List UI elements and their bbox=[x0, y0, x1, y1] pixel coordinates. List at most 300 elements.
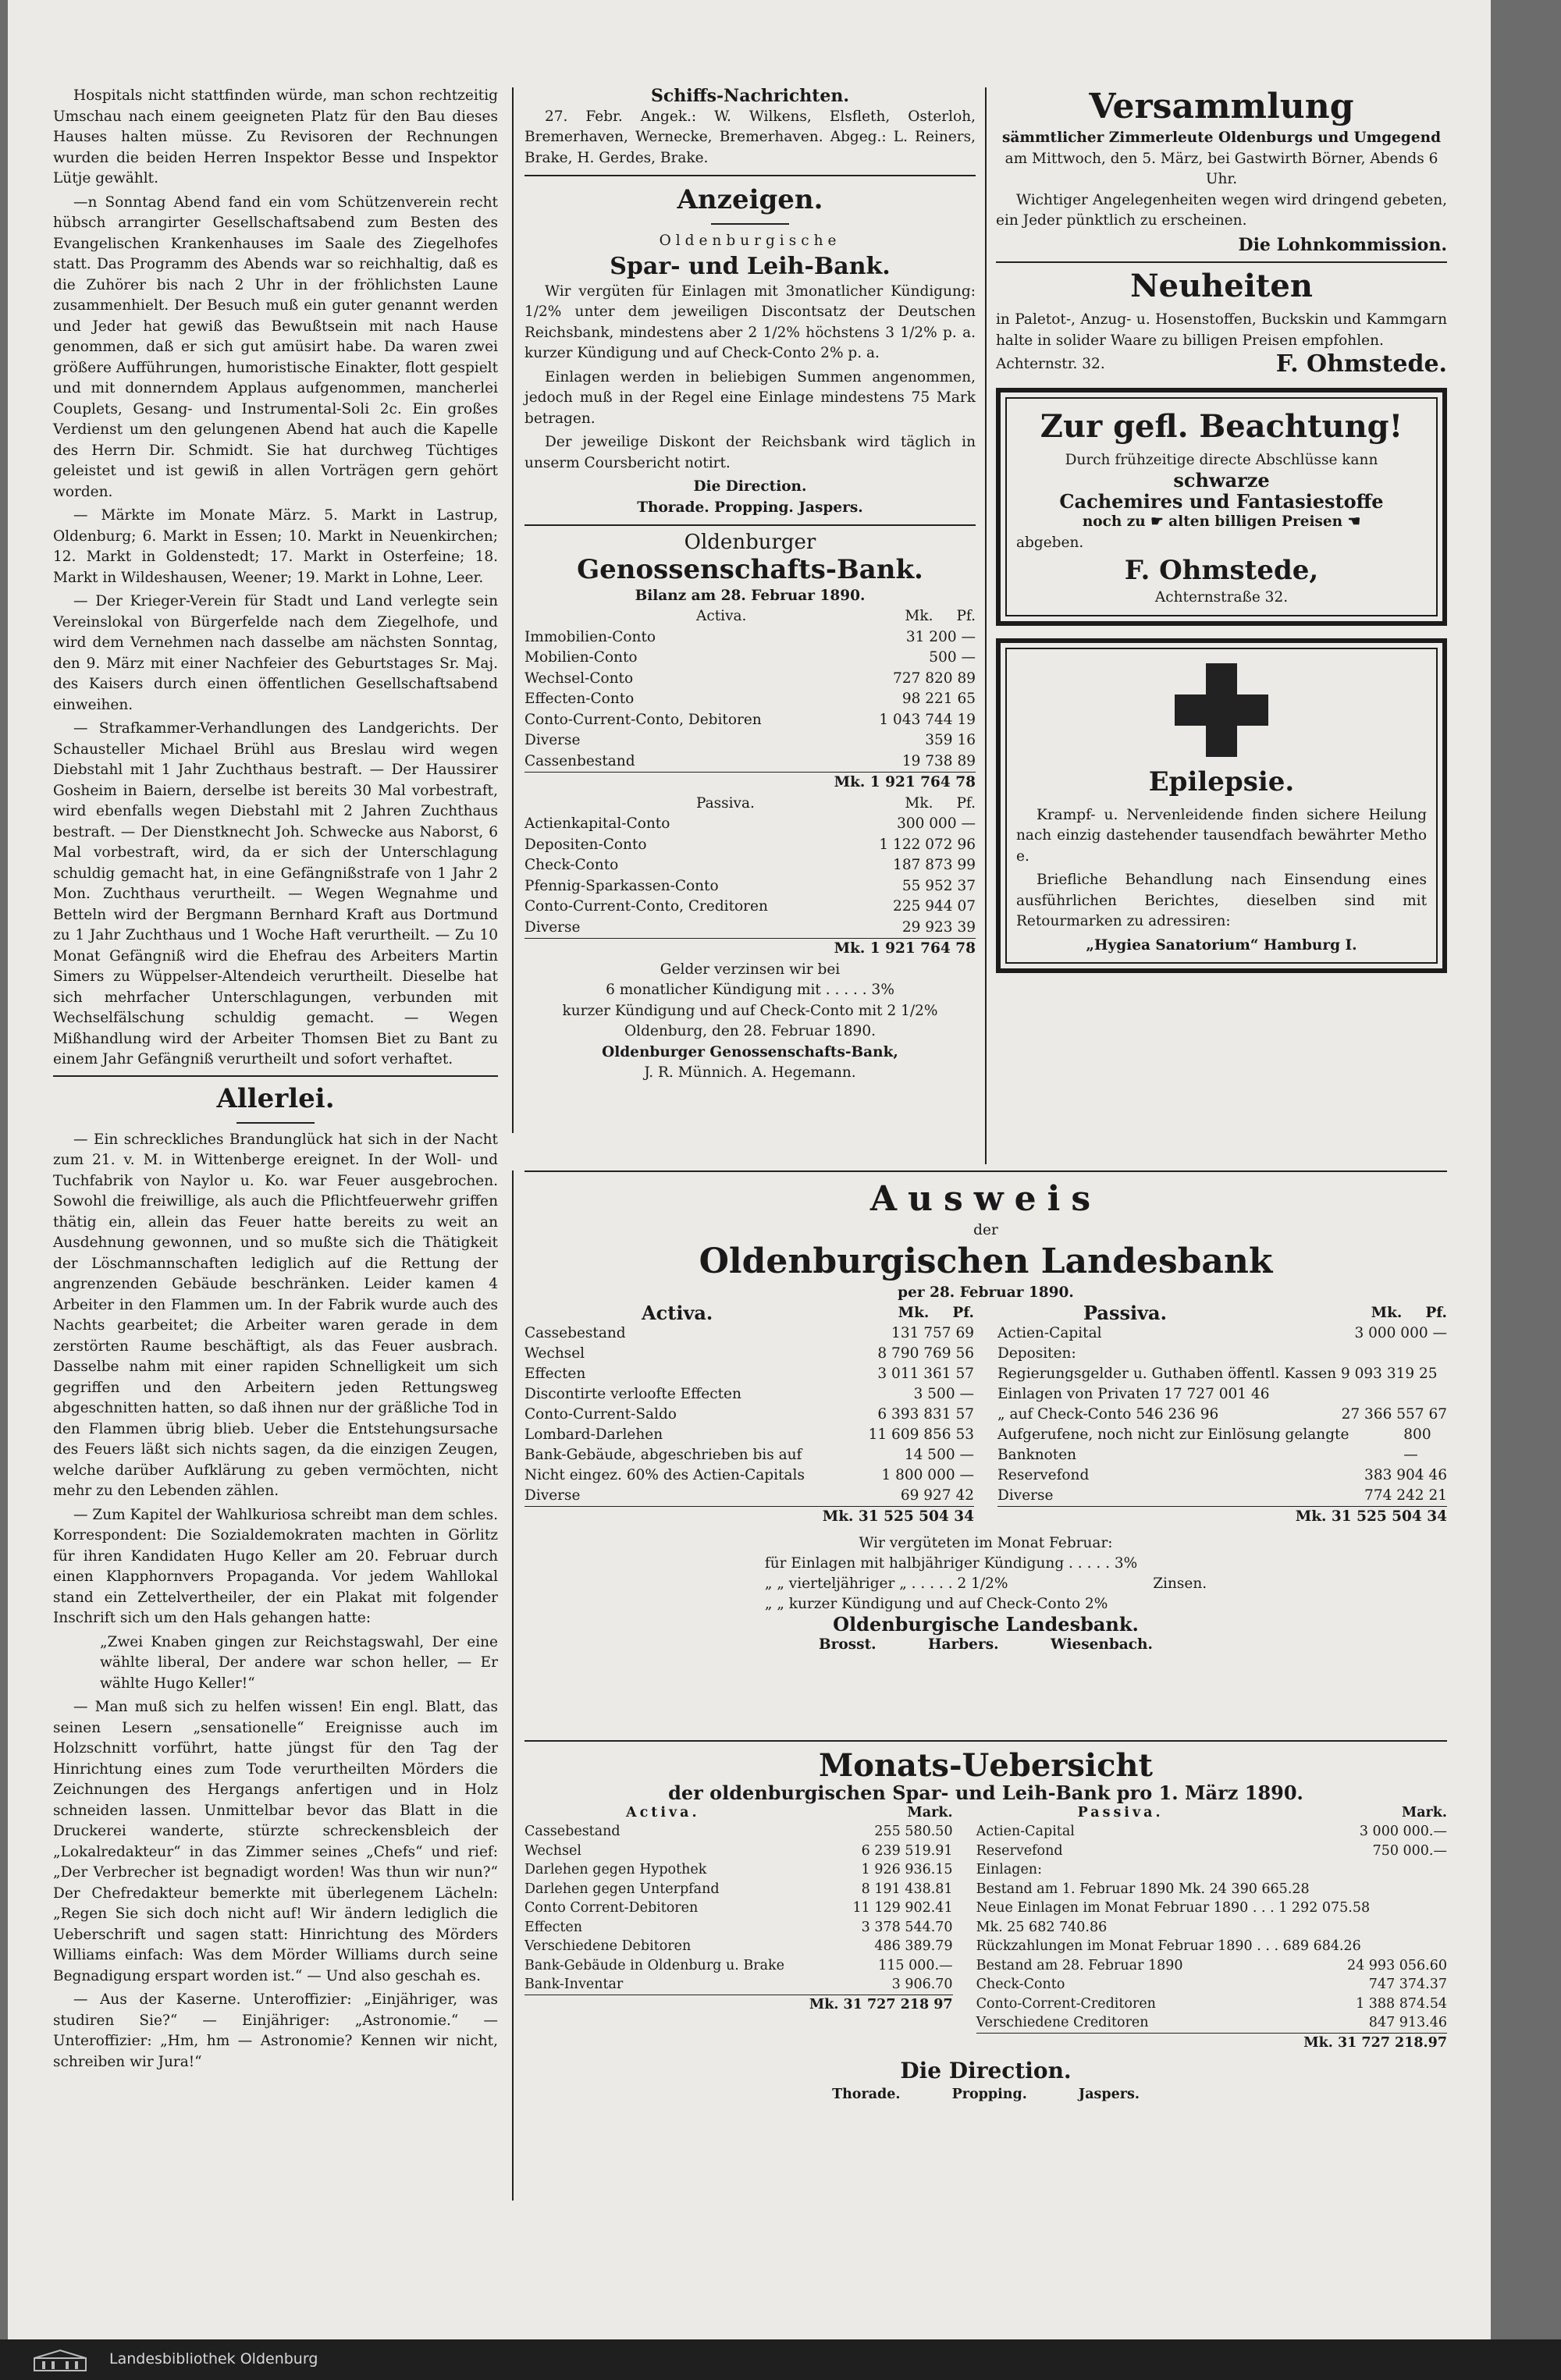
row-pf: 57 bbox=[955, 1406, 974, 1423]
table-row bbox=[976, 1842, 1447, 1861]
versammlung-sign: Die Lohnkommission. bbox=[1238, 234, 1447, 255]
row-value: 3 011 361 bbox=[877, 1366, 951, 1382]
row-value: 255 580.50 bbox=[874, 1824, 953, 1839]
epilepsie-text: Briefliche Behandlung nach Einsendung eines ausführlichen Berichtes, dieselben sind mit Retourmarken zu adressiren: bbox=[1016, 872, 1427, 929]
table-row bbox=[997, 1384, 1447, 1405]
activa-label: Activa. bbox=[642, 1302, 713, 1324]
table-row bbox=[524, 1899, 953, 1918]
row-value: 1 926 936.15 bbox=[861, 1862, 953, 1877]
allerlei-heading: Allerlei. bbox=[216, 1082, 335, 1114]
row-label: Verschiedene Creditoren bbox=[976, 2015, 1149, 2030]
row-value: 300 000 bbox=[897, 815, 957, 832]
column-2 bbox=[524, 86, 976, 1084]
row-value: 8 191 438.81 bbox=[861, 1881, 953, 1897]
row-value: 98 221 bbox=[901, 691, 953, 707]
ausweis-activa-table bbox=[524, 1323, 974, 1506]
row-pf: — bbox=[961, 628, 976, 645]
row-pf: 89 bbox=[957, 670, 976, 687]
row-label: Cassebestand bbox=[524, 1325, 626, 1341]
ausweis-passiva-table bbox=[997, 1323, 1447, 1506]
monats-activa-table bbox=[524, 1822, 953, 1995]
row-value: 3 906.70 bbox=[891, 1977, 953, 1992]
row-pf: — bbox=[961, 815, 976, 832]
row-label: Diverse bbox=[997, 1487, 1054, 1504]
monats-activa bbox=[524, 1803, 953, 2053]
article-paragraph: — Man muß sich zu helfen wissen! Ein engl. Blatt, das seinen Lesern „sensationelle“ Ereignisse auch im Holzschnitt vorführt, hatte jüngst für den Tag der Hinrichtung eines zum Tode verurtheilten Mörders die Zeichnungen des Hergangs anfertigen und in Holz schneiden lassen. Unmittelbar bevor das Blatt in die Druckerei wanderte, stürzte schreckensbleich der „Lokalredakteur“ in das Zimmer seines „Chefs“ und rief: „Der Verbrecher ist begnadigt worden! Was thun wir nun?“ Der Chefredakteur bemerkte mit überlegenem Lächeln: „Regen Sie sich doch nicht auf! Wir ändern lediglich die Ueberschrift und sagen statt: Hinrichtung des Mörders Williams einfach: Was dem Mörder Williams durch seine Begnadigung erspart worden ist.“ — Und also geschah es. bbox=[53, 1699, 498, 1984]
table-row bbox=[524, 1465, 974, 1486]
mk-unit: Mk. bbox=[905, 794, 933, 812]
row-pf: 39 bbox=[957, 918, 976, 936]
row-value: 69 927 bbox=[900, 1487, 951, 1504]
row-value: 1 043 744 bbox=[879, 711, 953, 728]
table-row bbox=[997, 1344, 1447, 1364]
row-label: Bank-Inventar bbox=[524, 1977, 624, 1992]
row-label: Mobilien-Conto bbox=[524, 649, 638, 666]
ausweis-zinsen-label: Zinsen. bbox=[1153, 1575, 1207, 1592]
row-pf: 57 bbox=[955, 1366, 974, 1382]
geno-activa-table bbox=[524, 627, 976, 773]
table-row bbox=[524, 627, 976, 648]
geno-passiva-header bbox=[524, 794, 976, 815]
row-label: Reservefond bbox=[976, 1842, 1063, 1859]
article-paragraph: — Zum Kapitel der Wahlkuriosa schreibt man dem schles. Korrespondent: Die Sozialdemokraten machten in Görlitz für ihren Kandidaten Hugo Keller am 20. Februar durch einen Klapphornvers Propaganda. Vor jedem Wahllokal stand ein Zettelvertheiler, der ein Plakat mit folgender Inschrift sich um den Hals gehangen hatte: bbox=[53, 1506, 498, 1626]
article-paragraph: — Der Krieger-Verein für Stadt und Land verlegte sein Vereinslokal von Bürgerfelde nach dem Ziegelhofe, und wird dem Vernehmen nach dasselbe am nächsten Sonntag, den 9. März mit einer Nachfeier des Geburtstages Sr. Maj. des Kaisers durch einen öffentlichen Gesellschaftsabend einweihen. bbox=[53, 593, 498, 713]
geno-bank-pre: Oldenburger bbox=[684, 531, 816, 554]
row-pf: 07 bbox=[957, 898, 976, 915]
schiffs-text: 27. Febr. Angek.: W. Wilkens, Elsfleth, Osterloh, Bremerhaven, Wernecke, Bremerhaven. Abgeg.: L. Reiners, Brake, H. Gerdes, Brake. bbox=[524, 108, 976, 166]
article-paragraph: — Aus der Kaserne. Unteroffizier: „Einjähriger, was studiren Sie?“ — Einjähriger: „Astronomie.“ — Unteroffizier: „Hm, hm — Astronomie? Kennen wir nicht, schreiben wir Jura!“ bbox=[53, 1991, 498, 2070]
column-rule-lower bbox=[512, 1170, 514, 2201]
row-value: 774 242 bbox=[1364, 1487, 1424, 1504]
row-value: 383 904 bbox=[1364, 1467, 1424, 1483]
beachtung-addr: Achternstraße 32. bbox=[1154, 589, 1289, 606]
row-label: Pfennig-Sparkassen-Conto bbox=[524, 877, 719, 894]
row-label: Conto-Current-Saldo bbox=[524, 1406, 677, 1423]
table-row bbox=[524, 1364, 974, 1384]
table-row bbox=[997, 1425, 1447, 1465]
sum-pf: 34 bbox=[1427, 1508, 1447, 1525]
row-pf: 16 bbox=[957, 732, 976, 748]
table-row bbox=[976, 1822, 1447, 1842]
table-row bbox=[524, 669, 976, 690]
row-label: Conto-Corrent-Creditoren bbox=[976, 1995, 1156, 2012]
spar-bank-paragraph: Der jeweilige Diskont der Reichsbank wird täglich in unserm Coursbericht notirt. bbox=[524, 434, 976, 471]
geno-activa-header bbox=[524, 606, 976, 627]
beachtung-line: noch zu ☛ alten billigen Preisen ☚ bbox=[1082, 513, 1361, 530]
row-value: 800 bbox=[1403, 1426, 1431, 1443]
sum-value: 31 525 504 bbox=[1331, 1508, 1422, 1525]
table-row bbox=[524, 648, 976, 669]
ausweis-activa bbox=[524, 1303, 974, 1527]
row-value: 27 366 557 bbox=[1341, 1406, 1424, 1423]
monats-activa-header bbox=[524, 1803, 953, 1823]
row-value: 3 000 000 bbox=[1354, 1325, 1428, 1341]
row-value: 19 738 bbox=[901, 752, 953, 769]
heading-rule bbox=[236, 1122, 315, 1124]
table-row bbox=[976, 1995, 1447, 2014]
table-row bbox=[997, 1486, 1447, 1506]
row-value: 11 609 856 bbox=[868, 1426, 951, 1443]
table-row bbox=[524, 1405, 974, 1425]
beachtung-name: F. Ohmstede, bbox=[1124, 555, 1319, 586]
row-label: Effecten bbox=[524, 1366, 586, 1382]
row-pf: — bbox=[1403, 1447, 1418, 1463]
geno-signers: J. R. Münnich. A. Hegemann. bbox=[644, 1064, 856, 1081]
mk-unit: Mk. bbox=[1371, 1305, 1403, 1321]
neuheiten-name: F. Ohmstede. bbox=[1275, 350, 1447, 378]
article-paragraph: —n Sonntag Abend fand ein vom Schützenverein recht hübsch arrangirter Gesellschaftsabend zum Besten des Evangelischen Krankenhauses im Saale des Ziegelhofes statt. Das Programm des Abends war so reichhaltig, daß es die Zuhörer bis nach 2 Uhr in der fröhlichsten Laune zusammenhielt. Der Besuch muß ein guter genannt werden und Jeder hat gewiß das Bewußtsein mit nach Hause genommen, daß er sich gut amüsirt habe. Da waren zwei größere Aufführungen, humoristische Einakter, flott gespielt und mit donnerndem Applaus aufgenommen, mancherlei Couplets, Gesang- und Instrumental-Soli 2c. Ein großes Verdienst um den gelungenen Abend hat auch die Kapelle des Herrn Dir. Schmidt. Sie hat durchweg Tüchtiges geleistet und ist gewiß in allen Vorträgen gern gehört worden. bbox=[53, 194, 499, 500]
row-label: Einlagen: bbox=[976, 1862, 1042, 1877]
geno-passiva-table bbox=[524, 814, 976, 938]
table-row bbox=[524, 1956, 953, 1976]
table-row bbox=[524, 1323, 974, 1344]
versammlung-title: Versammlung bbox=[1089, 87, 1354, 126]
sum-pf: 78 bbox=[955, 774, 976, 790]
row-label: Actienkapital-Conto bbox=[524, 815, 670, 832]
table-row bbox=[524, 1918, 953, 1938]
sum-label: Mk. bbox=[1295, 1508, 1327, 1525]
row-pf: 89 bbox=[957, 752, 976, 769]
row-label: Bestand am 28. Februar 1890 bbox=[976, 1957, 1183, 1973]
column-rule-right bbox=[985, 87, 987, 1164]
sum-value: 1 921 764 bbox=[869, 774, 951, 790]
section-rule bbox=[524, 1740, 1447, 1742]
table-row bbox=[524, 1344, 974, 1364]
versammlung-text: Wichtiger Angelegenheiten wegen wird dringend gebeten, ein Jeder pünktlich zu erscheinen. bbox=[996, 191, 1447, 229]
beachtung-line: abgeben. bbox=[1016, 534, 1084, 551]
monats-passiva-header bbox=[976, 1803, 1447, 1823]
table-row bbox=[976, 1899, 1447, 1918]
ausweis-signers: Brosst. Harbers. Wiesenbach. bbox=[819, 1636, 1153, 1653]
mk-unit: Mk. bbox=[905, 608, 933, 624]
table-row bbox=[524, 1880, 953, 1899]
row-label: Actien-Capital bbox=[976, 1824, 1075, 1839]
table-row bbox=[524, 1842, 953, 1861]
epilepsie-text: Krampf- u. Nervenleidende finden sichere Heilung nach einzig dastehender tausendfach bewährter Metho e. bbox=[1016, 806, 1427, 865]
row-label: Verschiedene Debitoren bbox=[524, 1938, 692, 1954]
spar-bank-paragraph: Einlagen werden in beliebigen Summen angenommen, jedoch muß in der Regel eine Einlage mindestens 75 Mark betragen. bbox=[524, 368, 976, 427]
row-label: Discontirte verloofte Effecten bbox=[524, 1386, 741, 1402]
activa-label: Activa. bbox=[626, 1804, 700, 1821]
library-credit: Landesbibliothek Oldenburg bbox=[109, 2350, 318, 2368]
spar-bank-title: Spar- und Leih-Bank. bbox=[610, 252, 891, 280]
row-label: Mk. 25 682 740.86 bbox=[976, 1919, 1108, 1935]
row-pf: 46 bbox=[1428, 1467, 1447, 1483]
ausweis-sign: Oldenburgische Landesbank. bbox=[833, 1613, 1139, 1636]
geno-zins: 6 monatlicher Kündigung mit . . . . . 3% bbox=[606, 982, 894, 998]
row-value: 3 000 000.— bbox=[1359, 1824, 1447, 1839]
monats-signers: Thorade. Propping. Jaspers. bbox=[832, 2087, 1140, 2102]
row-pf: 56 bbox=[955, 1345, 974, 1362]
ausweis-passiva-header bbox=[997, 1303, 1447, 1323]
row-label: Diverse bbox=[524, 918, 581, 936]
neuheiten-text: in Paletot-, Anzug- u. Hosenstoffen, Buckskin und Kammgarn halte in solider Waare zu billigen Preisen empfohlen. bbox=[996, 311, 1447, 349]
ausweis-zins-line: für Einlagen mit halbjähriger Kündigung . . . . . 3% bbox=[764, 1555, 1138, 1572]
section-rule bbox=[524, 524, 976, 526]
monats-sub: der oldenburgischen Spar- und Leih-Bank pro 1. März 1890. bbox=[668, 1781, 1303, 1804]
row-value: 500 bbox=[929, 649, 957, 666]
row-label: Neue Einlagen im Monat Februar 1890 . . . 1 292 075.58 bbox=[976, 1900, 1371, 1916]
row-label: Einlagen von Privaten 17 727 001 46 bbox=[997, 1386, 1270, 1402]
mk-unit: Mk. bbox=[898, 1305, 930, 1321]
row-label: Regierungsgelder u. Guthaben öffentl. Kassen 9 093 319 25 bbox=[997, 1366, 1438, 1382]
row-value: 8 790 769 bbox=[877, 1345, 951, 1362]
row-value: 727 820 bbox=[893, 670, 953, 687]
section-rule bbox=[524, 175, 976, 176]
monats-direction: Die Direction. bbox=[900, 2058, 1072, 2083]
row-pf: 67 bbox=[1428, 1406, 1447, 1423]
passiva-label: Passiva. bbox=[1083, 1302, 1167, 1324]
sum-pf: 34 bbox=[954, 1508, 974, 1525]
row-label: Darlehen gegen Unterpfand bbox=[524, 1881, 720, 1897]
row-value: 115 000.— bbox=[878, 1957, 953, 1973]
column-1 bbox=[53, 86, 498, 2076]
row-value: 11 129 902.41 bbox=[852, 1900, 953, 1916]
row-label: Conto-Current-Conto, Debitoren bbox=[524, 711, 762, 728]
row-label: Bank-Gebäude, abgeschrieben bis auf bbox=[524, 1447, 802, 1463]
geno-date: Oldenburg, den 28. Februar 1890. bbox=[624, 1023, 876, 1039]
row-value: 1 388 874.54 bbox=[1356, 1995, 1447, 2012]
table-row bbox=[524, 1486, 974, 1506]
monats-passiva bbox=[976, 1803, 1447, 2053]
row-label: Nicht eingez. 60% des Actien-Capitals bbox=[524, 1467, 805, 1483]
heading-rule bbox=[711, 223, 789, 225]
table-row bbox=[524, 1445, 974, 1465]
table-row bbox=[524, 835, 976, 856]
spar-bank-direction: Die Direction. bbox=[693, 478, 807, 495]
row-value: 847 913.46 bbox=[1368, 2015, 1447, 2030]
row-label: Bestand am 1. Februar 1890 Mk. 24 390 665.28 bbox=[976, 1881, 1310, 1897]
row-value: 131 757 bbox=[891, 1325, 951, 1341]
row-pf: 53 bbox=[955, 1426, 974, 1443]
row-label: Diverse bbox=[524, 732, 581, 748]
row-value: 6 393 831 bbox=[877, 1406, 951, 1423]
neuheiten-footer bbox=[996, 350, 1447, 378]
row-value: 486 389.79 bbox=[874, 1938, 953, 1954]
row-pf: — bbox=[1432, 1325, 1447, 1341]
table-row bbox=[524, 710, 976, 731]
table-row bbox=[524, 1860, 953, 1880]
table-row bbox=[524, 751, 976, 773]
ausweis-passiva-sum bbox=[997, 1506, 1447, 1527]
ausweis-activa-sum bbox=[524, 1506, 974, 1527]
sum-label: Mk. bbox=[834, 940, 866, 957]
row-value: 187 873 bbox=[893, 857, 953, 873]
sum-value: 31 525 504 bbox=[858, 1508, 949, 1525]
mark-unit: Mark. bbox=[907, 1804, 953, 1821]
table-row bbox=[976, 1975, 1447, 1995]
beachtung-box bbox=[996, 388, 1447, 626]
row-label: Check-Conto bbox=[524, 857, 619, 873]
column-3 bbox=[996, 86, 1447, 981]
row-value: 31 200 bbox=[905, 628, 957, 645]
row-value: 6 239 519.91 bbox=[861, 1842, 953, 1859]
row-label: Rückzahlungen im Monat Februar 1890 . . . 689 684.26 bbox=[976, 1938, 1361, 1954]
row-label: Bank-Gebäude in Oldenburg u. Brake bbox=[524, 1957, 784, 1973]
anzeigen-heading: Anzeigen. bbox=[677, 184, 823, 215]
ausweis-title: Ausweis bbox=[869, 1179, 1102, 1219]
row-value: 1 800 000 bbox=[881, 1467, 955, 1483]
row-label: Aufgerufene, noch nicht zur Einlösung gelangte Banknoten bbox=[997, 1426, 1349, 1463]
ausweis-passiva bbox=[997, 1303, 1447, 1527]
beachtung-line: schwarze bbox=[1173, 469, 1270, 492]
row-value: 3 500 bbox=[913, 1386, 955, 1402]
table-row bbox=[976, 1937, 1447, 1956]
table-row bbox=[976, 2013, 1447, 2033]
row-label: Cassebestand bbox=[524, 1824, 620, 1839]
pf-unit: Pf. bbox=[1425, 1305, 1447, 1321]
spar-bank-signers: Thorade. Propping. Jaspers. bbox=[637, 499, 863, 516]
sum-label: Mk. bbox=[822, 1508, 854, 1525]
geno-passiva-sum bbox=[524, 938, 976, 960]
row-value: 747 374.37 bbox=[1368, 1977, 1447, 1992]
passiva-label: Passiva. bbox=[1077, 1804, 1164, 1821]
library-logo-icon bbox=[33, 2349, 87, 2372]
ausweis-zins-line: „ „ kurzer Kündigung und auf Check-Conto 2% bbox=[764, 1596, 1108, 1612]
row-label: Immobilien-Conto bbox=[524, 628, 656, 645]
table-row bbox=[524, 1937, 953, 1956]
row-pf: 19 bbox=[957, 711, 976, 728]
spar-bank-pre: Oldenburgische bbox=[659, 233, 841, 249]
row-pf: — bbox=[959, 1447, 974, 1463]
row-value: 29 923 bbox=[901, 918, 953, 936]
geno-bilanz-title: Bilanz am 28. Februar 1890. bbox=[635, 587, 866, 604]
table-row bbox=[976, 1880, 1447, 1899]
section-rule bbox=[996, 261, 1447, 263]
row-label: Conto-Current-Conto, Creditoren bbox=[524, 898, 768, 915]
section-rule bbox=[53, 1075, 498, 1077]
row-label: Effecten-Conto bbox=[524, 691, 635, 707]
sum-label: Mk. bbox=[834, 774, 866, 790]
sum-value: 1 921 764 bbox=[869, 940, 951, 957]
row-label: Reservefond bbox=[997, 1467, 1090, 1483]
geno-activa-sum bbox=[524, 772, 976, 794]
versammlung-sub: sämmtlicher Zimmerleute Oldenburgs und Umgegend bbox=[1001, 130, 1442, 146]
row-pf: — bbox=[959, 1467, 974, 1483]
newspaper-page bbox=[8, 0, 1491, 2339]
row-label: Diverse bbox=[524, 1487, 581, 1504]
row-value: 750 000.— bbox=[1372, 1842, 1447, 1859]
table-row bbox=[524, 1384, 974, 1405]
spar-bank-paragraph: Wir vergüten für Einlagen mit 3monatlicher Kündigung: 1/2% unter dem jeweiligen Discontsatz der Deutschen Reichsbank, mindestens aber 2 1/2% höchstens 3 1/2% p. a. kurzer Kündigung und auf Check-Conto 2% p. a. bbox=[524, 282, 976, 361]
epilepsie-address: „Hygiea Sanatorium“ Hamburg I. bbox=[1086, 936, 1357, 954]
versammlung-when: am Mittwoch, den 5. März, bei Gastwirth Börner, Abends 6 Uhr. bbox=[1005, 150, 1438, 187]
row-label: Depositen: bbox=[997, 1345, 1076, 1362]
row-pf: 21 bbox=[1428, 1487, 1447, 1504]
row-label: Wechsel bbox=[524, 1842, 581, 1859]
ausweis-zins-line: „ „ vierteljähriger „ . . . . . 2 1/2% bbox=[764, 1575, 1008, 1592]
table-row bbox=[524, 730, 976, 751]
article-paragraph: Hospitals nicht stattfinden würde, man schon rechtzeitig Umschau nach einem geeigneten Platz für den Bau dieses Hauses halten müsse. Zu Revisoren der Rechnungen wurden die beiden Herren Inspektor Besse und Inspektor Lütje gewählt. bbox=[53, 87, 498, 186]
table-row bbox=[997, 1323, 1447, 1344]
sum-pf: 78 bbox=[955, 940, 976, 957]
beachtung-title: Zur gefl. Beachtung! bbox=[1040, 407, 1403, 445]
table-row bbox=[997, 1465, 1447, 1486]
article-paragraph: — Märkte im Monate März. 5. Markt in Lastrup, Oldenburg; 6. Markt in Essen; 10. Markt in Neuenkirchen; 12. Markt in Goldenstedt; 17. Markt in Osterfeine; 18. Markt in Wildeshausen, Weener; 19. Markt in Lohne, Leer. bbox=[53, 507, 498, 586]
row-pf: 42 bbox=[955, 1487, 974, 1504]
table-row bbox=[524, 918, 976, 939]
footer-strip bbox=[0, 2339, 1561, 2380]
row-label: Conto Corrent-Debitoren bbox=[524, 1900, 699, 1916]
row-pf: — bbox=[961, 649, 976, 666]
mark-unit: Mark. bbox=[1401, 1804, 1447, 1821]
row-label: Darlehen gegen Hypothek bbox=[524, 1862, 707, 1877]
row-label: Wechsel-Conto bbox=[524, 670, 634, 687]
row-value: 55 952 bbox=[901, 877, 953, 894]
row-value: 3 378 544.70 bbox=[861, 1919, 953, 1935]
monats-passiva-sum: Mk. 31 727 218.97 bbox=[976, 2033, 1447, 2053]
geno-zins: kurzer Kündigung und auf Check-Conto mit 2 1/2% bbox=[562, 1002, 938, 1019]
row-label: Effecten bbox=[524, 1919, 583, 1935]
table-row bbox=[524, 814, 976, 835]
row-value: 359 bbox=[925, 732, 953, 748]
schiffs-heading: Schiffs-Nachrichten. bbox=[650, 86, 850, 106]
row-value: 225 944 bbox=[893, 898, 953, 915]
beachtung-line: Cachemires und Fantasiestoffe bbox=[1059, 489, 1384, 513]
row-pf: 69 bbox=[955, 1325, 974, 1341]
epilepsie-title: Epilepsie. bbox=[1148, 766, 1295, 797]
row-label: Lombard-Darlehen bbox=[524, 1426, 663, 1443]
monats-activa-sum: Mk. 31 727 218 97 bbox=[524, 1995, 953, 2015]
activa-label: Activa. bbox=[696, 608, 747, 624]
article-paragraph: — Ein schreckliches Brandunglück hat sich in der Nacht zum 21. v. M. in Wittenberge ereignet. In der Woll- und Tuchfabrik von Naylor u. Ko. war Feuer ausgebrochen. Sowohl die freiwillige, als auch die Pflichtfeuerwehr griffen thätig ein, allein das Feuer hatte bereits zu weit an Ausdehnung gewonnen, und so mußte sich die Thätigkeit der Löschmannschaften lediglich auf die Rettung der angrenzenden Gebäude beschränken. Leider kamen 4 Arbeiter in den Flammen um. In der Fabrik wurde auch des Nachts gearbeitet; die Arbeiter waren gerade in dem zerstörten Raume beschäftigt, als das Feuer ausbrach. Dasselbe nahm mit einer rapiden Schnelligkeit um sich gegriffen und den Arbeitern jeden Rettungsweg abgeschnitten hatten, so daß ihnen nur der gräßliche Tod in den Flammen übrig blieb. Ueber die Entstehungsursache des Feuers läßt sich nichts sagen, da die einzigen Zeugen, welche darüber Aufklärung zu geben vermöchten, nicht mehr zu den Lebenden zählen. bbox=[53, 1131, 498, 1499]
epilepsie-box bbox=[996, 638, 1447, 974]
monats-title: Monats-Uebersicht bbox=[818, 1747, 1153, 1784]
article-paragraph: — Strafkammer-Verhandlungen des Landgerichts. Der Schausteller Michael Brühl aus Breslau wird wegen Diebstahl mit 1 Jahr Zuchthaus bestraft. — Der Haussirer Gosheim in Baiern, derselbe ist bereits 30 Mal vorbestraft, wird ebenfalls wegen Diebstahl mit 2 Jahren Zuchthaus bestraft. — Der Dienstknecht Joh. Schwecke aus Naborst, 6 Mal vorbestraft, wird, da er sich der Unterschlagung schuldig gemacht hat, in eine Gefängnißstrafe von 1 Jahr 2 Mon. Zuchthaus verurtheilt. — Wegen Wegnahme und Betteln wird der Bergmann Bernhard Kraft aus Dortmund zu 1 Jahr Zuchthaus und 1 Woche Haft verurtheilt. — Zu 10 Monat Gefängniß wird die Ehefrau des Arbeiters Martin Simers zu Wüppelser-Altendeich verurtheilt. Dieselbe hat sich mehrfacher Unterschlagungen, verbunden mit Wechselfälschung schuldig gemacht. — Wegen Mißhandlung wird der Arbeiter Thomsen Biet zu Bant zu einem Jahr Gefängniß verurtheilt und sofort verhaftet. bbox=[53, 720, 498, 1067]
row-pf: 99 bbox=[957, 857, 976, 873]
ausweis-zins-head: Wir vergüteten im Monat Februar: bbox=[859, 1535, 1113, 1551]
ausweis-der: der bbox=[973, 1222, 998, 1238]
passiva-label: Passiva. bbox=[696, 794, 755, 812]
row-value: 1 122 072 bbox=[879, 836, 953, 853]
row-pf: — bbox=[959, 1386, 974, 1402]
row-pf: 96 bbox=[957, 836, 976, 853]
ausweis-bank: Oldenburgischen Landesbank bbox=[699, 1242, 1273, 1281]
table-row bbox=[524, 1822, 953, 1842]
red-cross-icon bbox=[1175, 663, 1268, 757]
row-value: 24 993 056.60 bbox=[1346, 1957, 1447, 1973]
row-label: Cassenbestand bbox=[524, 752, 635, 769]
row-value: 14 500 bbox=[904, 1447, 955, 1463]
section-rule bbox=[524, 1170, 1447, 1172]
table-row bbox=[524, 876, 976, 897]
table-row bbox=[524, 689, 976, 710]
table-row bbox=[976, 1918, 1447, 1938]
table-row bbox=[524, 897, 976, 918]
row-label: Check-Conto bbox=[976, 1977, 1065, 1992]
pf-unit: Pf. bbox=[956, 794, 976, 812]
geno-zins: Gelder verzinsen wir bei bbox=[660, 961, 841, 978]
row-label: Actien-Capital bbox=[997, 1325, 1102, 1341]
column-rule-left bbox=[512, 87, 514, 1133]
table-row bbox=[524, 1975, 953, 1995]
row-pf: 37 bbox=[957, 877, 976, 894]
ausweis-date: per 28. Februar 1890. bbox=[898, 1284, 1074, 1301]
geno-bank-title: Genossenschafts-Bank. bbox=[577, 553, 923, 585]
pf-unit: Pf. bbox=[956, 608, 976, 624]
table-row bbox=[524, 855, 976, 876]
row-pf: 65 bbox=[957, 691, 976, 707]
table-row bbox=[976, 1860, 1447, 1880]
ausweis-zins-block bbox=[524, 1554, 1447, 1614]
neuheiten-title: Neuheiten bbox=[1130, 268, 1313, 304]
table-row bbox=[524, 1425, 974, 1445]
table-row bbox=[997, 1405, 1447, 1425]
neuheiten-addr: Achternstr. 32. bbox=[996, 356, 1105, 372]
row-label: Depositen-Conto bbox=[524, 836, 647, 853]
pf-unit: Pf. bbox=[952, 1305, 974, 1321]
beachtung-line: Durch frühzeitige directe Abschlüsse kann bbox=[1065, 451, 1378, 468]
